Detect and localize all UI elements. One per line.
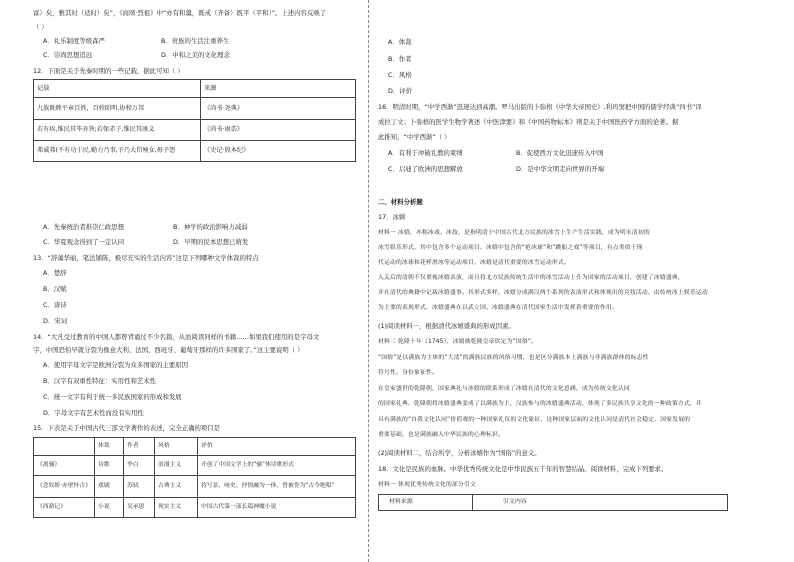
q13-option-b: B．汉赋	[43, 285, 67, 293]
table-cell: 小说	[95, 498, 124, 518]
column-divider	[368, 0, 369, 562]
q14-option-d: D．字母文字有艺术性而没有实用性	[43, 409, 144, 417]
material-1-line: 并在清代的典籍中记载冰嬉盛事。其形式多样，冰嬉分成满汉两个系列的表演形式和体现出的竞技活动，由传统冰上娱乐运动	[378, 290, 708, 296]
q13-option-c: C．唐诗	[43, 301, 67, 309]
q16-stem-line-2: 成拉丁文；卜弥格的医学生物学著述《中医津要》和《中国药物标本》则是关于中国医药学方面的论著。据	[378, 118, 679, 126]
q15-option-c: C．风格	[388, 71, 412, 79]
table-cell: 弗诚弗(不有功于民,勤力乃事,予乃大罚殛女,毋予怨	[34, 141, 201, 162]
q12-option-b: B．神学的政治影响力减弱	[173, 223, 248, 231]
q16-stem-line-1: 16．明清时期，“中学西渐”迅速达到高潮。罗马出版的卜弥格《中华大帝国史》,利玛窦把中国的儒学经典“四书”译	[378, 103, 702, 111]
material-1-line: 代运动的冰球和花样滑冰等运动项目，冰嬉是清代重要的冰雪运动形式。	[378, 260, 570, 266]
q15-table	[33, 437, 356, 518]
q15-option-a: A．体裁	[388, 38, 412, 46]
table-cell: 《离骚》	[34, 456, 95, 476]
q15-option-d: D．评价	[388, 87, 413, 95]
q12-option-c: C．华夏观念得到了一定认同	[43, 238, 125, 246]
table-cell: 吴承恩	[124, 498, 155, 518]
material-1-line: 入关后的清朝不仅重视冰嬉表演，而且将北方民族传统生活中的冰雪活动上升为国家的活动项目，创建了冰嬉盛典，	[378, 275, 684, 281]
q18-stem: 18．文化是民族的血脉。中华优秀传统文化是中华民族五千年的智慧结晶。阅读材料，完成下列要求。	[378, 465, 668, 473]
material-2-line: 的国家礼典。乾隆朝将冰嬉盛典变成了以满族为主，汉族参与的冰嬉盛典活动，体现了多民族共享文化的一种政策方式，并	[378, 401, 702, 407]
q13-option-d: D．宋词	[43, 317, 68, 325]
q14-option-b: B．汉字有双重性特征：实用性和艺术性	[43, 377, 157, 385]
q12-option-a: A．先秦统治者推崇仁政思想	[43, 223, 125, 231]
q12-table	[33, 79, 356, 162]
q17-subquestion-1: (1)阅读材料一，根据清代冰嬉盛典的形成因素。	[378, 322, 515, 330]
table-cell	[34, 438, 95, 456]
q12-stem: 12．下面是关于先秦时期的一些记载，据此可知（ ）	[33, 67, 184, 75]
q11-option-d: D．中和之美的文化理念	[161, 51, 230, 59]
q16-stem-line-3: 此推知，“中学西渐”（ ）	[378, 133, 451, 141]
table-cell: 浪漫主义	[155, 456, 198, 476]
q11-option-c: C．崇尚思想追远	[43, 51, 93, 59]
table-cell: 《史记·殷本纪》	[201, 141, 356, 162]
material-1-line: 冰雪娱乐形式，其中包含多个运动项目。冰嬉中包含的“抢冰球”和“跳船之戏”等项目，有点类似于现	[378, 245, 643, 251]
q11-option-b: B．贵族的生活注重养生	[161, 37, 230, 45]
table-cell: 评价	[198, 438, 356, 456]
table-cell: 中国古代第一部长篇神魔小说	[198, 498, 356, 518]
material-2-line: 具有满族的“自我文化认同”价值观的一种国家礼仪的文化象征，这种国家层面的文化认同是清代社会稳定、国家发展的	[378, 417, 691, 423]
q16-option-a: A．有利于冲破礼教的束缚	[388, 149, 463, 157]
q16-option-c: C．启迪了欧洲的思想解放	[388, 165, 463, 173]
table-cell: 李白	[124, 456, 155, 476]
q18-material-table	[378, 494, 728, 511]
table-cell: 九族既睦平章百姓，百姓昭明,协和万邦	[34, 98, 201, 120]
q16-option-d: D．是中华文明走向世界的开端	[516, 165, 604, 173]
q15-option-b: B．作者	[388, 55, 412, 63]
q18-table-header-content: 引文内容	[473, 495, 728, 511]
q15-stem: 15．下表是关于中国古代三部文学著作的表述，完全正确的项目是	[33, 424, 221, 432]
q12-table-header-record: 记载	[34, 80, 201, 98]
table-cell: 《尚书·康诰》	[201, 120, 356, 141]
table-cell: 将写景、咏史、抒情融为一体，曾被誉为“古今绝唱”	[198, 476, 356, 498]
q14-stem-line-1: 14．“大凡受过教育的中国人都曾背诵过不少名篇，从而阅读同样的书籍……如果我们使用的是字母文	[33, 333, 320, 341]
table-cell: 苏轼	[124, 476, 155, 498]
q14-stem-line-2: 字，中国恐怕早就分裂为像意大利、法国、西班牙、葡萄牙那样的许多国家了。”这主要说明（ ）	[33, 346, 304, 354]
q12-table-header-source: 来源	[201, 80, 356, 98]
q17-subquestion-2: (2)阅读材料二，结合所学，分析冰嬉作为“国俗”的意义。	[378, 449, 541, 457]
table-cell: 体裁	[95, 438, 124, 456]
table-cell: 现实主义	[155, 498, 198, 518]
material-1-line: 材料一 冰嬉，亦称冰戏、冰技，是指明清于中国古代北方民族的冰雪上生产生活实践，成为明末清初的	[378, 230, 650, 236]
table-cell: 作者	[124, 438, 155, 456]
q16-option-b: B．促使西方文化迅速传入中国	[516, 149, 604, 157]
table-cell: 风格	[155, 438, 198, 456]
q17-title: 17．冰嬉	[378, 213, 406, 221]
material-2-line: 材料二 乾隆十年（1745），冰嬉被乾隆皇帝钦定为“国俗”。	[378, 339, 538, 345]
q11-continuation-line-1: 富）矣，雅其时（适时）矣”，《商颂·烈祖》中“亦有和羹，既戒（齐备）既平（平和）”。上述内容反映了	[33, 9, 327, 17]
q11-continuation-line-2: （ ）	[33, 23, 48, 31]
q12-option-d: D．早期的民本思想已萌发	[173, 238, 249, 246]
material-1-line: 为主要的表现形式，冰嬉盛典在以武立国、冰嬉盛典在清代国家生活中发挥着重要的作用。	[378, 305, 618, 311]
table-cell: 《念奴娇·赤壁怀古》	[34, 476, 95, 498]
table-cell: 《尚书·尧典》	[201, 98, 356, 120]
q13-option-a: A．楚辞	[43, 269, 67, 277]
table-cell: 《西游记》	[34, 498, 95, 518]
table-cell: 若有疾,惟民其毕弃咎;若保赤子,惟民其康义	[34, 120, 201, 141]
q11-option-a: A．礼乐制度等级森严	[43, 37, 105, 45]
material-2-line: 符号性、身份象征性。	[378, 370, 438, 376]
section-heading-material-analysis: 二、材料分析题	[378, 198, 423, 206]
table-cell: 古典主义	[155, 476, 198, 498]
q13-stem: 13．“辞藻华丽，笔法铺陈，极尽充实的生活内容”这是下列哪种文学体裁的特点	[33, 254, 259, 262]
material-2-line: 在皇家盛世的乾隆朝，国家典礼与冰嬉的联系形成了冰嬉在清代的文化意涵，成为传统文化认同	[378, 386, 630, 392]
q14-option-c: C．统一文字有利于统一多民族国家的形成和发展	[43, 393, 182, 401]
material-2-line: “国俗”是以满族为主体的“大清”的满族民族的风俗习惯，也是区分满族本土满族与非满族群体的标志性	[378, 355, 649, 361]
q14-option-a: A．使用字母文字是欧洲分裂为众多国家的主要原因	[43, 361, 188, 369]
table-cell: 诗歌	[95, 456, 124, 476]
table-cell: 戏剧	[95, 476, 124, 498]
q18-table-header-source: 材料来源	[379, 495, 473, 511]
material-2-line: 重要基础，也是满族融入中华民族的心理标识。	[378, 432, 504, 438]
table-cell: 开创了中国文学上的“骚”体诗歌形式	[198, 456, 356, 476]
q18-material-1-title: 材料一 体现优秀传统文化的部分引文	[378, 482, 476, 488]
